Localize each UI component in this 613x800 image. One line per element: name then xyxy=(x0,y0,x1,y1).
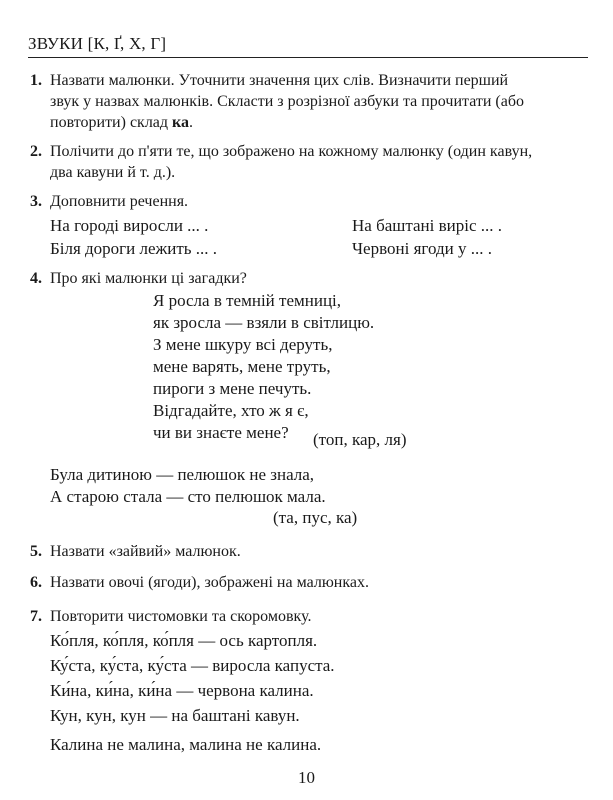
task-text: два кавуни й т. д.). xyxy=(50,164,176,181)
riddle-line: Я росла в темній темниці, xyxy=(153,291,342,310)
tongue-twister-line: Кун, кун, кун — на баштані кавун. xyxy=(50,706,300,725)
tongue-twister-line: Ко́пля, ко́пля, ко́пля — ось картопля. xyxy=(50,631,318,650)
riddle-2 xyxy=(50,464,326,508)
riddle-answer-2: (та, пус, ка) xyxy=(273,508,358,527)
tongue-twister-line: Ки́на, ки́на, ки́на — червона калина. xyxy=(50,681,314,700)
sentences-right xyxy=(352,214,502,260)
task-number: 1. xyxy=(30,72,42,89)
sentence: На баштані виріс ... . xyxy=(352,216,503,235)
riddle-line: мене варять, мене труть, xyxy=(153,357,331,376)
riddle-1 xyxy=(153,290,374,444)
riddle-line: З мене шкуру всі деруть, xyxy=(153,335,333,354)
riddle-line: А старою стала — сто пелюшок мала. xyxy=(50,487,326,506)
riddle-answer-1: (топ, кар, ля) xyxy=(313,430,407,449)
task-number: 2. xyxy=(30,143,42,160)
task-5 xyxy=(30,541,590,562)
riddle-line: Відгадайте, хто ж я є, xyxy=(153,401,309,420)
task-text: Назвати «зайвий» малюнок. xyxy=(50,543,241,560)
task-text: Полічити до п'яти те, що зображено на кожному малюнку (один кавун, xyxy=(50,143,533,160)
syllable: ка xyxy=(172,114,190,131)
task-2 xyxy=(30,141,590,183)
task-number: 4. xyxy=(30,270,42,287)
task-number: 3. xyxy=(30,193,42,210)
sentence: Біля дороги лежить ... . xyxy=(50,239,218,258)
sentence: Червоні ягоди у ... . xyxy=(352,239,492,258)
task-number: 5. xyxy=(30,543,42,560)
sentences-left xyxy=(50,214,217,260)
task-3 xyxy=(30,191,590,212)
task-text: повторити) склад xyxy=(50,114,173,131)
task-text: Назвати овочі (ягоди), зображені на малюнках. xyxy=(50,574,369,591)
tongue-twister-line: Ку́ста, ку́ста, ку́ста — виросла капуста. xyxy=(50,656,335,675)
sentence: На городі виросли ... . xyxy=(50,216,209,235)
task-number: 7. xyxy=(30,608,42,625)
tongue-twister: Калина не малина, малина не калина. xyxy=(50,735,322,754)
task-7 xyxy=(30,606,590,627)
riddle-line: як зросла — взяли в світлицю. xyxy=(153,313,375,332)
tongue-twisters xyxy=(50,628,335,728)
task-text: Назвати малюнки. Уточнити значення цих слів. Визначити перший xyxy=(50,72,509,89)
task-title: Повторити чистомовки та скоромовку. xyxy=(50,608,312,625)
section-header: ЗВУКИ [К, Ґ, Х, Г] xyxy=(28,34,588,58)
task-6 xyxy=(30,572,590,593)
task-4 xyxy=(30,268,590,289)
page-number: 10 xyxy=(298,768,315,787)
riddle-line: Була дитиною — пелюшок не знала, xyxy=(50,465,315,484)
riddle-line: пироги з мене печуть. xyxy=(153,379,312,398)
task-number: 6. xyxy=(30,574,42,591)
task-title: Про які малюнки ці загадки? xyxy=(50,270,247,287)
punctuation: . xyxy=(189,114,194,131)
riddle-line: чи ви знаєте мене? xyxy=(153,423,289,442)
task-title: Доповнити речення. xyxy=(50,193,189,210)
task-text: звук у назвах малюнків. Скласти з розрізної азбуки та прочитати (або xyxy=(50,93,524,110)
task-1 xyxy=(30,70,590,133)
